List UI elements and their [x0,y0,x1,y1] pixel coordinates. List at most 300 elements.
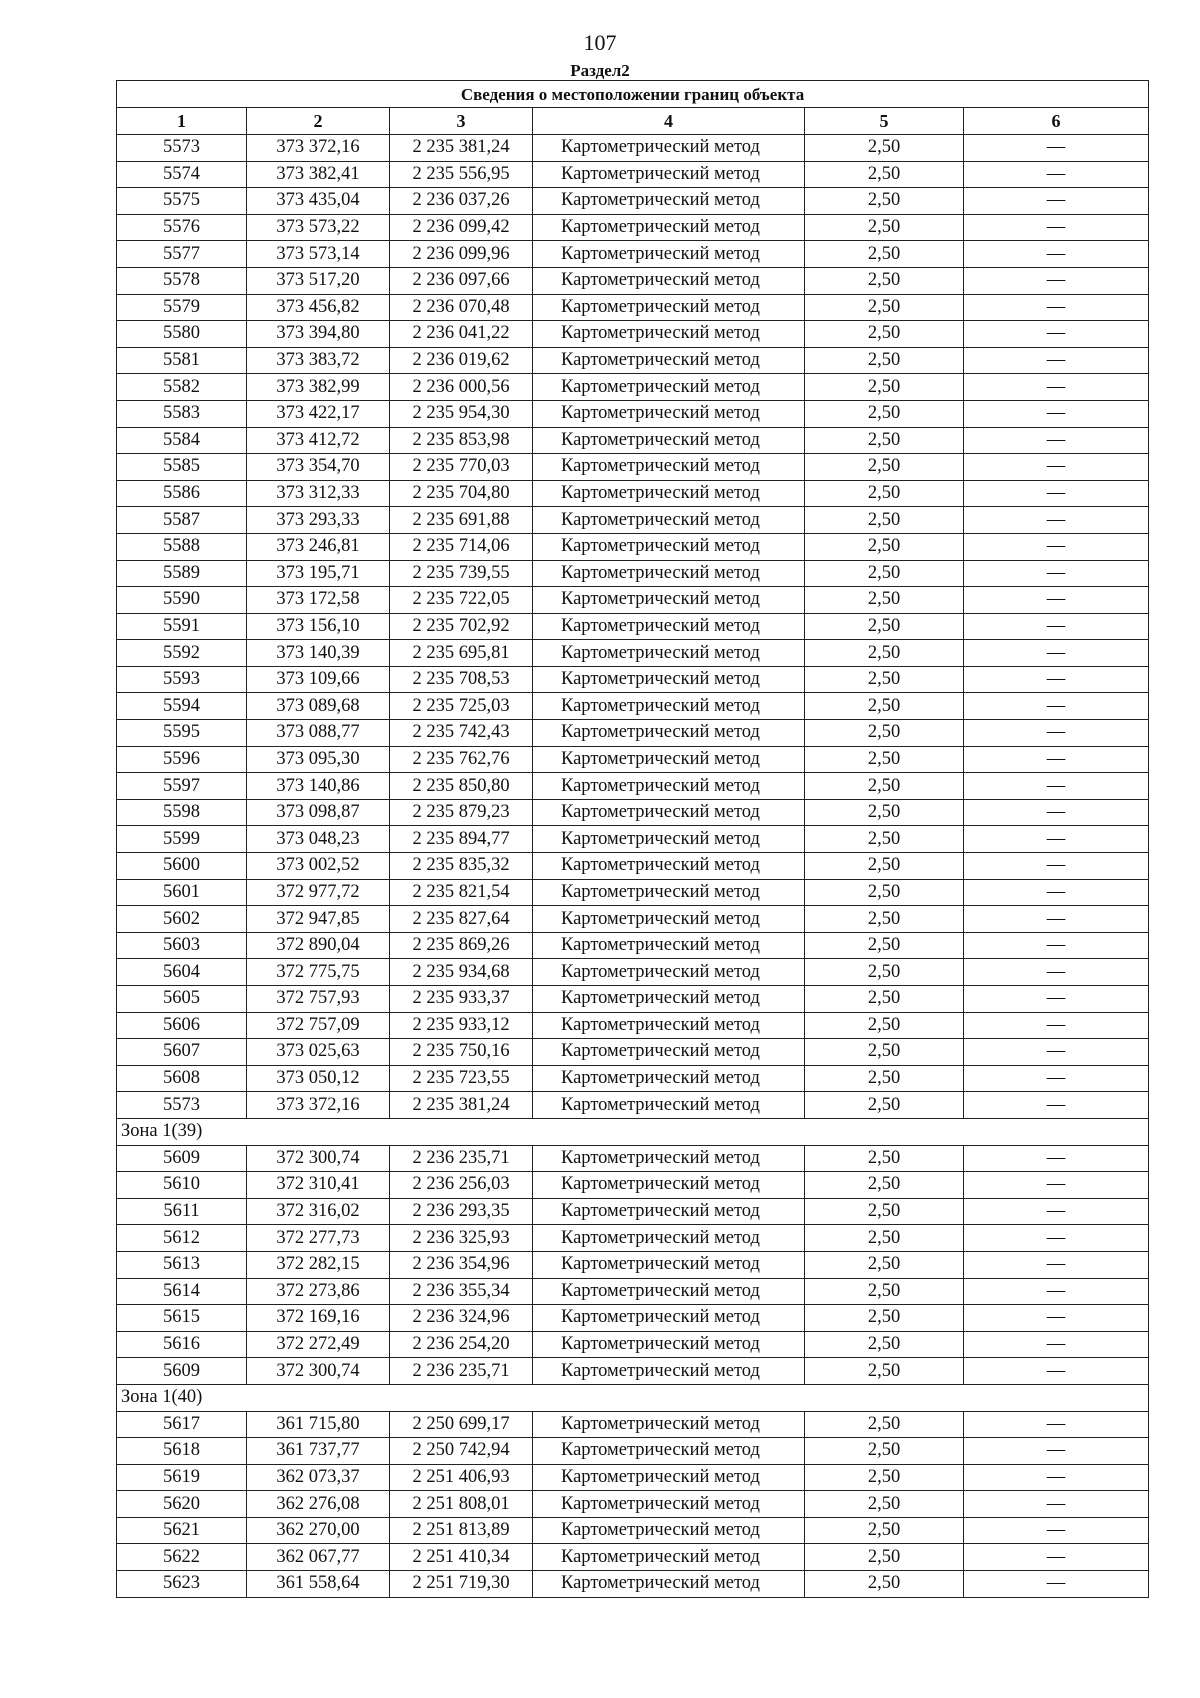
point-number-cell: 5608 [117,1065,247,1092]
table-row [117,959,1149,986]
table-row [117,587,1149,614]
accuracy-cell: 2,50 [805,454,964,481]
table-row [117,1065,1149,1092]
coord-y-cell: 2 235 879,23 [390,799,533,826]
note-cell: — [964,241,1149,268]
table-row [117,666,1149,693]
point-number-cell: 5585 [117,454,247,481]
boundary-table [116,80,1149,1598]
method-cell: Картометрический метод [533,587,805,614]
point-number-cell: 5623 [117,1571,247,1598]
column-header: 2 [247,108,390,135]
coord-y-cell: 2 251 410,34 [390,1544,533,1571]
method-cell: Картометрический метод [533,1331,805,1358]
accuracy-cell: 2,50 [805,480,964,507]
table-row [117,1172,1149,1199]
coord-y-cell: 2 235 739,55 [390,560,533,587]
coord-y-cell: 2 236 254,20 [390,1331,533,1358]
table-row [117,294,1149,321]
method-cell: Картометрический метод [533,1012,805,1039]
note-cell: — [964,906,1149,933]
coord-x-cell: 373 354,70 [247,454,390,481]
coord-y-cell: 2 236 041,22 [390,321,533,348]
coord-x-cell: 373 048,23 [247,826,390,853]
accuracy-cell: 2,50 [805,932,964,959]
method-cell: Картометрический метод [533,1092,805,1119]
note-cell: — [964,400,1149,427]
accuracy-cell: 2,50 [805,879,964,906]
note-cell: — [964,188,1149,215]
zone-label: Зона 1(40) [117,1384,1149,1411]
table-row [117,1092,1149,1119]
method-cell: Картометрический метод [533,746,805,773]
accuracy-cell: 2,50 [805,427,964,454]
point-number-cell: 5610 [117,1172,247,1199]
method-cell: Картометрический метод [533,480,805,507]
accuracy-cell: 2,50 [805,959,964,986]
note-cell: — [964,1065,1149,1092]
table-row [117,693,1149,720]
method-cell: Картометрический метод [533,932,805,959]
point-number-cell: 5622 [117,1544,247,1571]
coord-x-cell: 373 517,20 [247,267,390,294]
method-cell: Картометрический метод [533,853,805,880]
zone-row [117,1384,1149,1411]
note-cell: — [964,294,1149,321]
accuracy-cell: 2,50 [805,613,964,640]
accuracy-cell: 2,50 [805,321,964,348]
method-cell: Картометрический метод [533,454,805,481]
accuracy-cell: 2,50 [805,773,964,800]
point-number-cell: 5602 [117,906,247,933]
table-row [117,533,1149,560]
accuracy-cell: 2,50 [805,826,964,853]
method-cell: Картометрический метод [533,826,805,853]
coord-y-cell: 2 235 835,32 [390,853,533,880]
point-number-cell: 5609 [117,1145,247,1172]
point-number-cell: 5587 [117,507,247,534]
note-cell: — [964,1198,1149,1225]
table-row [117,1305,1149,1332]
coord-y-cell: 2 236 235,71 [390,1145,533,1172]
coord-y-cell: 2 236 324,96 [390,1305,533,1332]
coord-x-cell: 361 558,64 [247,1571,390,1598]
accuracy-cell: 2,50 [805,640,964,667]
coord-x-cell: 362 276,08 [247,1491,390,1518]
table-row [117,267,1149,294]
method-cell: Картометрический метод [533,1225,805,1252]
column-header: 5 [805,108,964,135]
accuracy-cell: 2,50 [805,1305,964,1332]
note-cell: — [964,746,1149,773]
table-caption: Сведения о местоположении границ объекта [117,81,1149,108]
accuracy-cell: 2,50 [805,161,964,188]
coord-y-cell: 2 236 099,42 [390,214,533,241]
coord-y-cell: 2 236 037,26 [390,188,533,215]
note-cell: — [964,666,1149,693]
coord-x-cell: 373 573,22 [247,214,390,241]
coord-y-cell: 2 235 827,64 [390,906,533,933]
coord-x-cell: 372 977,72 [247,879,390,906]
accuracy-cell: 2,50 [805,1012,964,1039]
coord-y-cell: 2 236 293,35 [390,1198,533,1225]
table-row [117,560,1149,587]
table-row [117,799,1149,826]
method-cell: Картометрический метод [533,1251,805,1278]
table-row [117,241,1149,268]
table-row [117,1491,1149,1518]
accuracy-cell: 2,50 [805,214,964,241]
method-cell: Картометрический метод [533,427,805,454]
method-cell: Картометрический метод [533,135,805,162]
table-row [117,347,1149,374]
coord-x-cell: 373 412,72 [247,427,390,454]
point-number-cell: 5580 [117,321,247,348]
coord-y-cell: 2 235 704,80 [390,480,533,507]
note-cell: — [964,1092,1149,1119]
table-row [117,613,1149,640]
coord-x-cell: 372 300,74 [247,1358,390,1385]
point-number-cell: 5597 [117,773,247,800]
coord-y-cell: 2 235 821,54 [390,879,533,906]
coord-y-cell: 2 235 723,55 [390,1065,533,1092]
method-cell: Картометрический метод [533,188,805,215]
point-number-cell: 5598 [117,799,247,826]
note-cell: — [964,1517,1149,1544]
accuracy-cell: 2,50 [805,1544,964,1571]
accuracy-cell: 2,50 [805,693,964,720]
note-cell: — [964,454,1149,481]
point-number-cell: 5599 [117,826,247,853]
point-number-cell: 5601 [117,879,247,906]
method-cell: Картометрический метод [533,507,805,534]
coord-x-cell: 372 277,73 [247,1225,390,1252]
note-cell: — [964,427,1149,454]
coord-x-cell: 372 890,04 [247,932,390,959]
note-cell: — [964,1491,1149,1518]
point-number-cell: 5584 [117,427,247,454]
note-cell: — [964,161,1149,188]
coord-y-cell: 2 235 933,37 [390,986,533,1013]
point-number-cell: 5583 [117,400,247,427]
note-cell: — [964,693,1149,720]
method-cell: Картометрический метод [533,1278,805,1305]
coord-y-cell: 2 236 000,56 [390,374,533,401]
coord-x-cell: 373 098,87 [247,799,390,826]
note-cell: — [964,640,1149,667]
column-header: 3 [390,108,533,135]
coord-x-cell: 372 757,93 [247,986,390,1013]
coord-y-cell: 2 235 750,16 [390,1039,533,1066]
point-number-cell: 5576 [117,214,247,241]
coord-y-cell: 2 235 722,05 [390,587,533,614]
coord-y-cell: 2 235 853,98 [390,427,533,454]
method-cell: Картометрический метод [533,161,805,188]
method-cell: Картометрический метод [533,1517,805,1544]
accuracy-cell: 2,50 [805,374,964,401]
coord-y-cell: 2 235 695,81 [390,640,533,667]
note-cell: — [964,1331,1149,1358]
method-cell: Картометрический метод [533,879,805,906]
note-cell: — [964,1145,1149,1172]
table-row [117,1039,1149,1066]
accuracy-cell: 2,50 [805,1225,964,1252]
method-cell: Картометрический метод [533,1571,805,1598]
coord-y-cell: 2 235 869,26 [390,932,533,959]
coord-y-cell: 2 235 934,68 [390,959,533,986]
table-row [117,1145,1149,1172]
method-cell: Картометрический метод [533,321,805,348]
coord-y-cell: 2 236 099,96 [390,241,533,268]
method-cell: Картометрический метод [533,959,805,986]
coord-x-cell: 373 293,33 [247,507,390,534]
note-cell: — [964,1278,1149,1305]
coord-x-cell: 372 757,09 [247,1012,390,1039]
coord-x-cell: 373 382,41 [247,161,390,188]
method-cell: Картометрический метод [533,374,805,401]
coord-y-cell: 2 236 355,34 [390,1278,533,1305]
coord-y-cell: 2 235 742,43 [390,720,533,747]
note-cell: — [964,720,1149,747]
coord-x-cell: 373 246,81 [247,533,390,560]
accuracy-cell: 2,50 [805,666,964,693]
point-number-cell: 5592 [117,640,247,667]
point-number-cell: 5605 [117,986,247,1013]
table-row [117,720,1149,747]
accuracy-cell: 2,50 [805,1331,964,1358]
accuracy-cell: 2,50 [805,1092,964,1119]
point-number-cell: 5613 [117,1251,247,1278]
table-row [117,161,1149,188]
coord-x-cell: 373 422,17 [247,400,390,427]
note-cell: — [964,374,1149,401]
table-row [117,188,1149,215]
coord-x-cell: 373 195,71 [247,560,390,587]
accuracy-cell: 2,50 [805,560,964,587]
coord-x-cell: 373 025,63 [247,1039,390,1066]
coord-x-cell: 373 573,14 [247,241,390,268]
method-cell: Картометрический метод [533,241,805,268]
accuracy-cell: 2,50 [805,986,964,1013]
accuracy-cell: 2,50 [805,1251,964,1278]
method-cell: Картометрический метод [533,693,805,720]
method-cell: Картометрический метод [533,666,805,693]
note-cell: — [964,1411,1149,1438]
coord-y-cell: 2 235 850,80 [390,773,533,800]
coord-x-cell: 373 002,52 [247,853,390,880]
table-row [117,135,1149,162]
point-number-cell: 5590 [117,587,247,614]
method-cell: Картометрический метод [533,1198,805,1225]
method-cell: Картометрический метод [533,533,805,560]
accuracy-cell: 2,50 [805,1517,964,1544]
table-row [117,1464,1149,1491]
table-row [117,746,1149,773]
accuracy-cell: 2,50 [805,400,964,427]
point-number-cell: 5611 [117,1198,247,1225]
method-cell: Картометрический метод [533,1145,805,1172]
coord-y-cell: 2 235 708,53 [390,666,533,693]
point-number-cell: 5574 [117,161,247,188]
table-row [117,321,1149,348]
coord-y-cell: 2 250 742,94 [390,1438,533,1465]
point-number-cell: 5596 [117,746,247,773]
coord-x-cell: 372 310,41 [247,1172,390,1199]
table-row [117,507,1149,534]
coord-x-cell: 373 088,77 [247,720,390,747]
table-row [117,1198,1149,1225]
method-cell: Картометрический метод [533,1464,805,1491]
coord-x-cell: 373 156,10 [247,613,390,640]
note-cell: — [964,1012,1149,1039]
method-cell: Картометрический метод [533,1358,805,1385]
note-cell: — [964,480,1149,507]
zone-row [117,1118,1149,1145]
point-number-cell: 5612 [117,1225,247,1252]
method-cell: Картометрический метод [533,1065,805,1092]
column-header: 1 [117,108,247,135]
coord-x-cell: 373 394,80 [247,321,390,348]
coord-x-cell: 372 272,49 [247,1331,390,1358]
note-cell: — [964,986,1149,1013]
accuracy-cell: 2,50 [805,241,964,268]
point-number-cell: 5607 [117,1039,247,1066]
accuracy-cell: 2,50 [805,267,964,294]
accuracy-cell: 2,50 [805,1491,964,1518]
accuracy-cell: 2,50 [805,1464,964,1491]
table-row [117,1225,1149,1252]
accuracy-cell: 2,50 [805,1172,964,1199]
point-number-cell: 5594 [117,693,247,720]
note-cell: — [964,321,1149,348]
method-cell: Картометрический метод [533,294,805,321]
table-row [117,1251,1149,1278]
method-cell: Картометрический метод [533,1438,805,1465]
note-cell: — [964,1464,1149,1491]
point-number-cell: 5600 [117,853,247,880]
note-cell: — [964,613,1149,640]
coord-y-cell: 2 235 933,12 [390,1012,533,1039]
accuracy-cell: 2,50 [805,1145,964,1172]
column-header: 6 [964,108,1149,135]
method-cell: Картометрический метод [533,773,805,800]
coord-x-cell: 372 273,86 [247,1278,390,1305]
point-number-cell: 5578 [117,267,247,294]
coord-x-cell: 373 372,16 [247,1092,390,1119]
point-number-cell: 5615 [117,1305,247,1332]
accuracy-cell: 2,50 [805,1039,964,1066]
coord-y-cell: 2 236 235,71 [390,1358,533,1385]
point-number-cell: 5617 [117,1411,247,1438]
table-row [117,932,1149,959]
coord-x-cell: 373 095,30 [247,746,390,773]
table-row [117,1358,1149,1385]
note-cell: — [964,533,1149,560]
coord-x-cell: 373 382,99 [247,374,390,401]
coord-y-cell: 2 236 019,62 [390,347,533,374]
note-cell: — [964,932,1149,959]
point-number-cell: 5606 [117,1012,247,1039]
point-number-cell: 5604 [117,959,247,986]
note-cell: — [964,267,1149,294]
table-row [117,853,1149,880]
coord-y-cell: 2 236 325,93 [390,1225,533,1252]
note-cell: — [964,799,1149,826]
point-number-cell: 5619 [117,1464,247,1491]
point-number-cell: 5577 [117,241,247,268]
coord-y-cell: 2 235 381,24 [390,135,533,162]
method-cell: Картометрический метод [533,640,805,667]
method-cell: Картометрический метод [533,906,805,933]
point-number-cell: 5582 [117,374,247,401]
accuracy-cell: 2,50 [805,188,964,215]
accuracy-cell: 2,50 [805,1438,964,1465]
note-cell: — [964,507,1149,534]
zone-label: Зона 1(39) [117,1118,1149,1145]
coord-x-cell: 372 169,16 [247,1305,390,1332]
note-cell: — [964,959,1149,986]
method-cell: Картометрический метод [533,1411,805,1438]
point-number-cell: 5586 [117,480,247,507]
point-number-cell: 5616 [117,1331,247,1358]
coord-x-cell: 373 172,58 [247,587,390,614]
accuracy-cell: 2,50 [805,135,964,162]
coord-x-cell: 373 089,68 [247,693,390,720]
note-cell: — [964,214,1149,241]
coord-x-cell: 373 383,72 [247,347,390,374]
method-cell: Картометрический метод [533,267,805,294]
accuracy-cell: 2,50 [805,1411,964,1438]
coord-y-cell: 2 251 813,89 [390,1517,533,1544]
table-row [117,427,1149,454]
point-number-cell: 5593 [117,666,247,693]
coord-x-cell: 362 073,37 [247,1464,390,1491]
accuracy-cell: 2,50 [805,1065,964,1092]
table-row [117,1278,1149,1305]
point-number-cell: 5573 [117,135,247,162]
accuracy-cell: 2,50 [805,906,964,933]
table-row [117,480,1149,507]
table-row [117,1438,1149,1465]
accuracy-cell: 2,50 [805,1278,964,1305]
table-row [117,773,1149,800]
note-cell: — [964,773,1149,800]
table-row [117,986,1149,1013]
coord-x-cell: 373 456,82 [247,294,390,321]
method-cell: Картометрический метод [533,214,805,241]
coord-y-cell: 2 235 762,76 [390,746,533,773]
table-row [117,826,1149,853]
coord-y-cell: 2 236 354,96 [390,1251,533,1278]
coord-x-cell: 362 067,77 [247,1544,390,1571]
coord-y-cell: 2 235 714,06 [390,533,533,560]
section-title: Раздел2 [570,61,630,80]
point-number-cell: 5591 [117,613,247,640]
coord-x-cell: 373 312,33 [247,480,390,507]
accuracy-cell: 2,50 [805,799,964,826]
note-cell: — [964,1358,1149,1385]
coord-y-cell: 2 235 556,95 [390,161,533,188]
point-number-cell: 5621 [117,1517,247,1544]
note-cell: — [964,879,1149,906]
coord-x-cell: 373 372,16 [247,135,390,162]
coord-y-cell: 2 251 808,01 [390,1491,533,1518]
coord-y-cell: 2 235 954,30 [390,400,533,427]
table-row [117,640,1149,667]
note-cell: — [964,347,1149,374]
accuracy-cell: 2,50 [805,1198,964,1225]
point-number-cell: 5620 [117,1491,247,1518]
